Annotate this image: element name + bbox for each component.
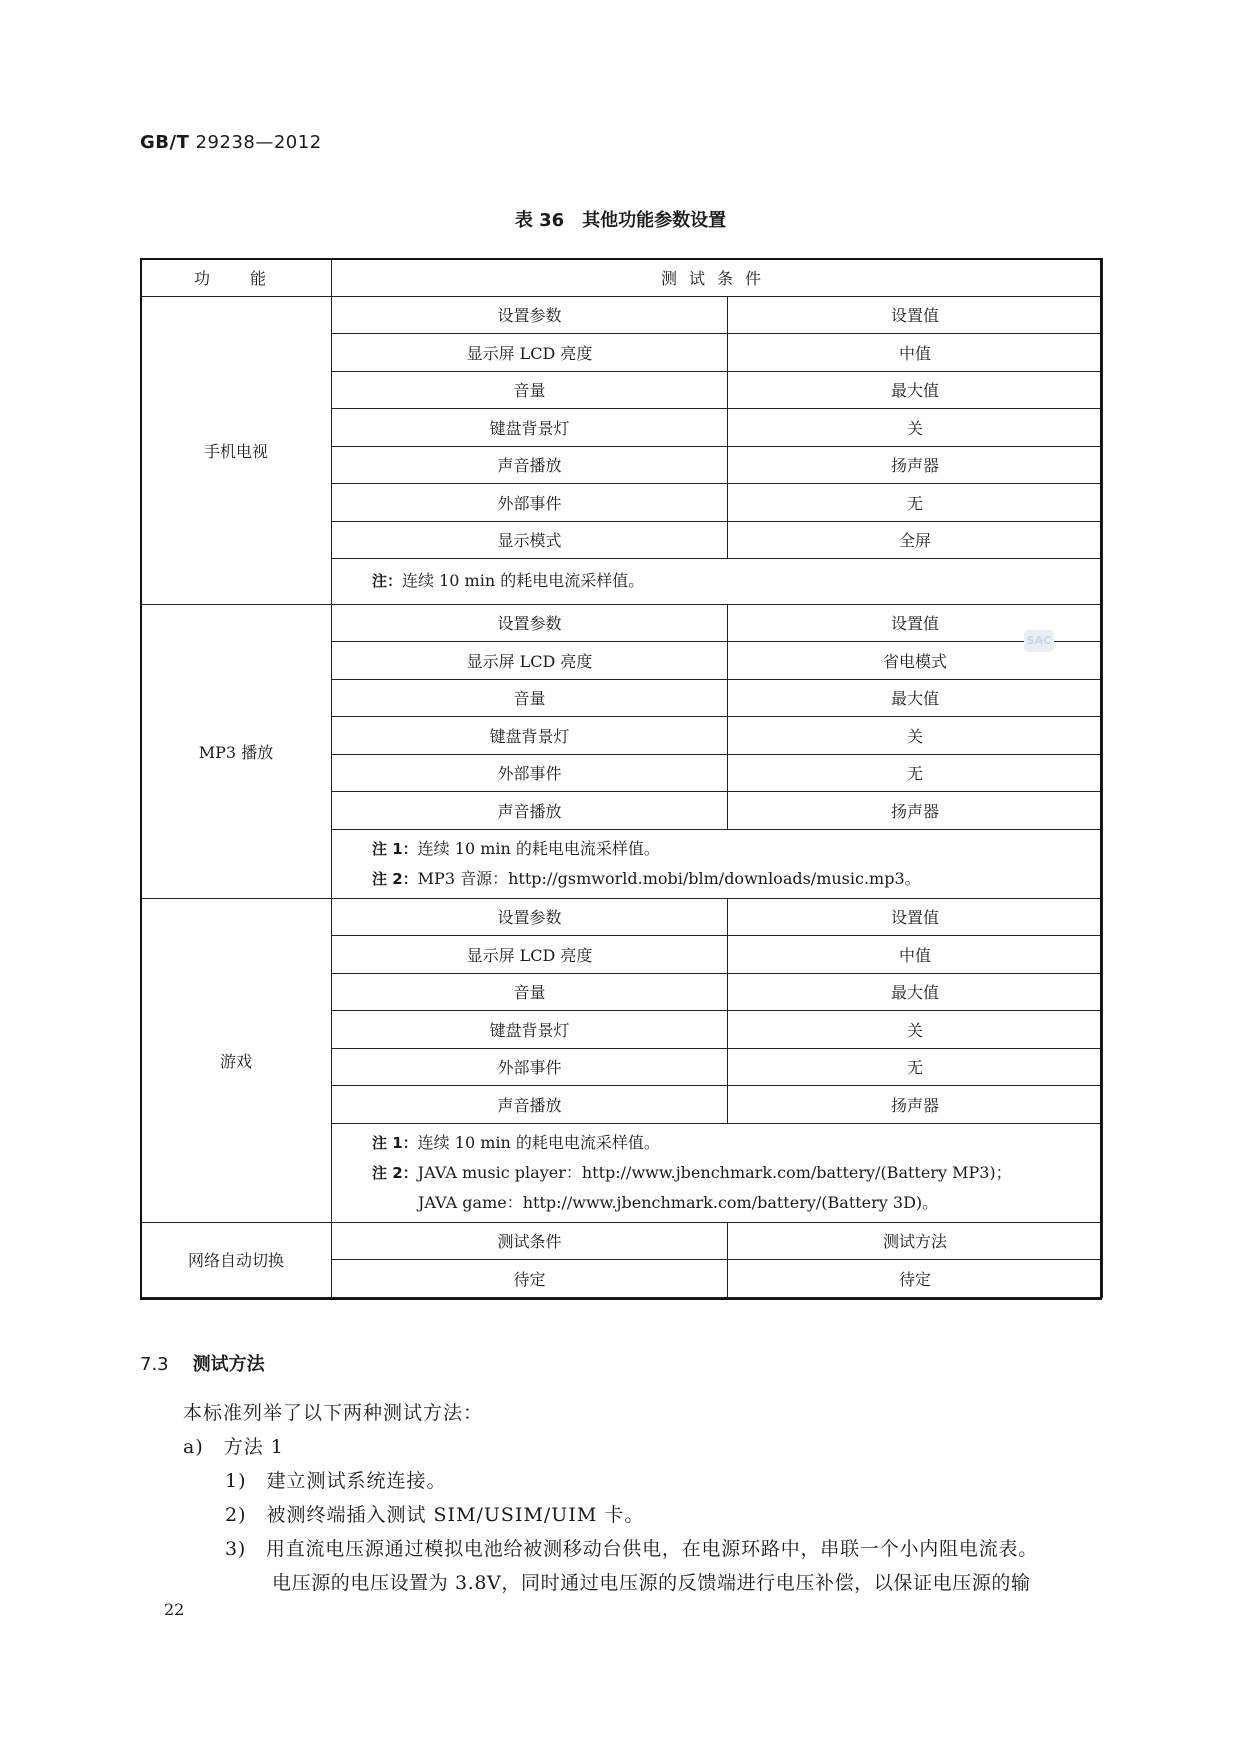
parameter-cell: 设置参数 bbox=[332, 296, 728, 334]
value-cell: 最大值 bbox=[728, 371, 1103, 409]
sac-watermark: SAC bbox=[1024, 630, 1054, 652]
standard-number: 29238—2012 bbox=[195, 132, 322, 153]
value-cell: 最大值 bbox=[728, 973, 1103, 1011]
parameter-cell: 外部事件 bbox=[332, 1048, 728, 1086]
note-cell bbox=[332, 1123, 1103, 1222]
value-cell: 待定 bbox=[728, 1260, 1103, 1298]
parameter-cell: 声音播放 bbox=[332, 792, 728, 830]
note-line bbox=[372, 566, 1102, 596]
note-line bbox=[372, 864, 1102, 894]
value-cell: 全屏 bbox=[728, 521, 1103, 559]
note-label: 注 2： bbox=[372, 1163, 418, 1182]
parameter-cell: 键盘背景灯 bbox=[332, 409, 728, 447]
parameter-cell: 音量 bbox=[332, 973, 728, 1011]
value-cell: 扬声器 bbox=[728, 446, 1103, 484]
note-text: MP3 音源：http://gsmworld.mobi/blm/downloads/music.mp3。 bbox=[417, 868, 921, 888]
note-text: 连续 10 min 的耗电电流采样值。 bbox=[417, 838, 660, 858]
standard-prefix: GB/T bbox=[140, 132, 190, 153]
parameter-cell: 显示屏 LCD 亮度 bbox=[332, 334, 728, 372]
function-name-cell: 游戏 bbox=[141, 898, 332, 1222]
parameter-cell: 设置参数 bbox=[332, 898, 728, 936]
header-test-conditions: 测试条件 bbox=[332, 259, 1103, 297]
parameter-cell: 测试条件 bbox=[332, 1222, 728, 1260]
value-cell: 无 bbox=[728, 1048, 1103, 1086]
value-cell: 关 bbox=[728, 409, 1103, 447]
note-line bbox=[372, 1158, 1102, 1188]
note-text: 连续 10 min 的耗电电流采样值。 bbox=[402, 571, 645, 591]
step-3-continuation: 电压源的电压设置为 3.8V，同时通过电压源的反馈端进行电压补偿，以保证电压源的输 bbox=[272, 1572, 1031, 1594]
table-row bbox=[141, 898, 1103, 936]
parameter-cell: 待定 bbox=[332, 1260, 728, 1298]
note-label: 注 1： bbox=[372, 1133, 418, 1152]
page-number: 22 bbox=[164, 1600, 185, 1619]
standard-header bbox=[140, 132, 322, 153]
parameter-cell: 音量 bbox=[332, 371, 728, 409]
value-cell: 设置值 bbox=[728, 604, 1103, 642]
note-cell bbox=[332, 559, 1103, 605]
note-label: 注 1： bbox=[372, 839, 418, 858]
value-cell: 设置值 bbox=[728, 296, 1103, 334]
parameter-cell: 声音播放 bbox=[332, 1086, 728, 1124]
value-cell: 关 bbox=[728, 717, 1103, 755]
parameter-cell: 外部事件 bbox=[332, 754, 728, 792]
step-2: 2) 被测终端插入测试 SIM/USIM/UIM 卡。 bbox=[225, 1504, 645, 1526]
header-function: 功 能 bbox=[141, 259, 332, 297]
parameter-cell: 显示屏 LCD 亮度 bbox=[332, 936, 728, 974]
value-cell: 最大值 bbox=[728, 679, 1103, 717]
note-label: 注： bbox=[372, 572, 403, 591]
list-item-a: a) 方法 1 bbox=[183, 1436, 284, 1458]
function-name-cell: 网络自动切换 bbox=[141, 1222, 332, 1297]
parameter-cell: 音量 bbox=[332, 679, 728, 717]
parameter-table bbox=[140, 258, 1103, 1298]
parameter-cell: 设置参数 bbox=[332, 604, 728, 642]
note-text: JAVA music player：http://www.jbenchmark.com/battery/(Battery MP3)； bbox=[417, 1162, 1012, 1182]
note-line bbox=[372, 1128, 1102, 1158]
function-name-cell: MP3 播放 bbox=[141, 604, 332, 898]
note-line bbox=[372, 834, 1102, 864]
section-heading bbox=[140, 1350, 265, 1376]
value-cell: 中值 bbox=[728, 936, 1103, 974]
table-row bbox=[141, 604, 1103, 642]
note-cell bbox=[332, 829, 1103, 898]
table-row bbox=[141, 1222, 1103, 1260]
value-cell: 关 bbox=[728, 1011, 1103, 1049]
value-cell: 设置值 bbox=[728, 898, 1103, 936]
parameter-cell: 外部事件 bbox=[332, 484, 728, 522]
parameter-cell: 显示模式 bbox=[332, 521, 728, 559]
value-cell: 中值 bbox=[728, 334, 1103, 372]
function-name-cell: 手机电视 bbox=[141, 296, 332, 604]
note-text: JAVA game：http://www.jbenchmark.com/battery/(Battery 3D)。 bbox=[418, 1192, 939, 1212]
section-number: 7.3 bbox=[140, 1354, 169, 1375]
table-caption: 表 36 其他功能参数设置 bbox=[514, 210, 727, 231]
note-line bbox=[372, 1188, 1102, 1218]
parameter-cell: 键盘背景灯 bbox=[332, 717, 728, 755]
step-3: 3) 用直流电压源通过模拟电池给被测移动台供电，在电源环路中，串联一个小内阻电流表。 bbox=[225, 1538, 1039, 1560]
section-title: 测试方法 bbox=[192, 1354, 265, 1375]
parameter-cell: 声音播放 bbox=[332, 446, 728, 484]
value-cell: 扬声器 bbox=[728, 1086, 1103, 1124]
note-text: 连续 10 min 的耗电电流采样值。 bbox=[417, 1132, 660, 1152]
intro-paragraph: 本标准列举了以下两种测试方法： bbox=[183, 1402, 484, 1424]
note-label: 注 2： bbox=[372, 869, 418, 888]
value-cell: 无 bbox=[728, 754, 1103, 792]
parameter-cell: 键盘背景灯 bbox=[332, 1011, 728, 1049]
table-header-row bbox=[141, 259, 1103, 297]
value-cell: 测试方法 bbox=[728, 1222, 1103, 1260]
value-cell: 扬声器 bbox=[728, 792, 1103, 830]
step-1: 1) 建立测试系统连接。 bbox=[225, 1470, 447, 1492]
value-cell: 省电模式 bbox=[728, 642, 1103, 680]
parameter-cell: 显示屏 LCD 亮度 bbox=[332, 642, 728, 680]
table-row bbox=[141, 296, 1103, 334]
value-cell: 无 bbox=[728, 484, 1103, 522]
